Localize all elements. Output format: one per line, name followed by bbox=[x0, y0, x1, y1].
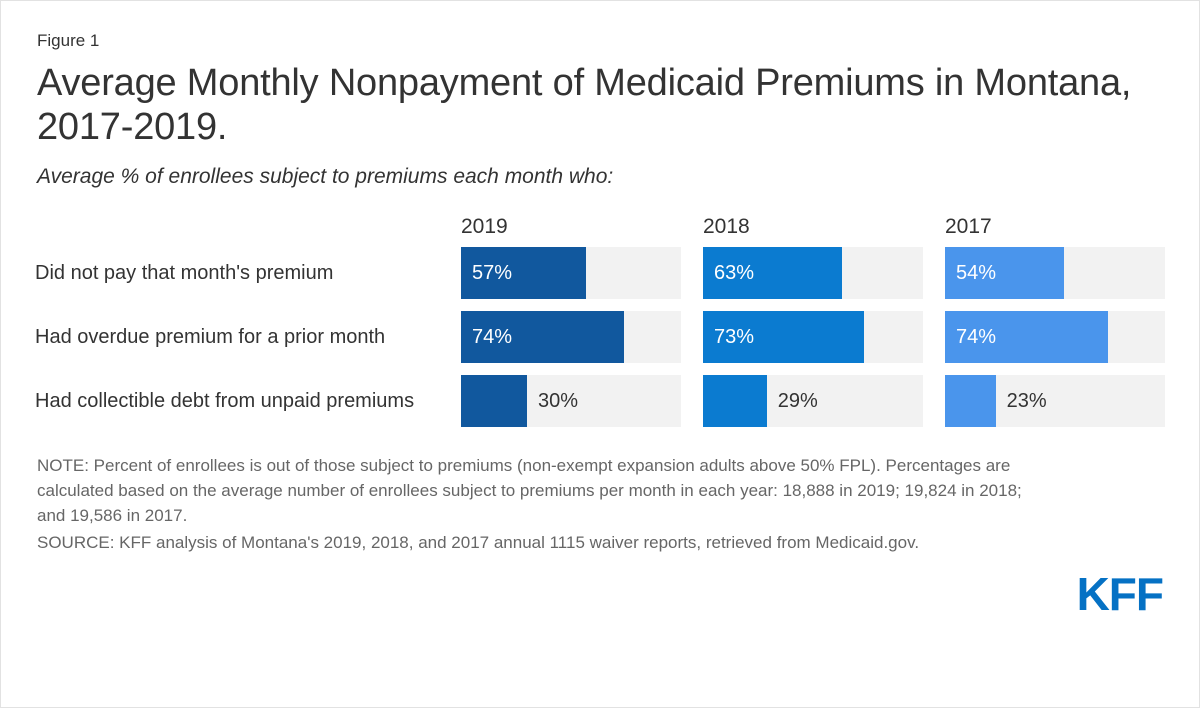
bar-value-2017-0: 54% bbox=[956, 261, 997, 284]
bar-value-2019-1: 74% bbox=[472, 325, 513, 348]
category-label-2: Had collectible debt from unpaid premiums bbox=[35, 389, 415, 412]
series-header-2018: 2018 bbox=[703, 215, 750, 238]
chart-row bbox=[35, 375, 1165, 427]
bar-track-2018-1 bbox=[703, 311, 923, 363]
chart-row bbox=[35, 247, 1165, 299]
row-gap bbox=[35, 363, 1165, 375]
category-label-0: Did not pay that month's premium bbox=[35, 261, 334, 284]
bar-value-2019-2: 30% bbox=[538, 389, 579, 412]
figure-label: Figure 1 bbox=[37, 31, 100, 50]
bar-2019-1 bbox=[461, 311, 624, 363]
bar-2018-1 bbox=[703, 311, 864, 363]
bar-track-2018-0 bbox=[703, 247, 923, 299]
bar-track-2018-2 bbox=[703, 375, 923, 427]
bar-value-2017-2: 23% bbox=[1006, 389, 1047, 412]
bar-track-2017-2 bbox=[945, 375, 1165, 427]
bar-2018-0 bbox=[703, 247, 842, 299]
bar-track-2019-1 bbox=[461, 311, 681, 363]
bar-value-2018-1: 73% bbox=[714, 325, 755, 348]
series-header-2017: 2017 bbox=[945, 215, 992, 238]
bar-track-2017-1 bbox=[945, 311, 1165, 363]
bar-chart bbox=[35, 215, 1165, 427]
bar-value-2019-0: 57% bbox=[472, 261, 513, 284]
bar-2017-1 bbox=[945, 311, 1108, 363]
row-gap bbox=[35, 299, 1165, 311]
kff-logo: KFF bbox=[1076, 568, 1163, 620]
bar-2017-2 bbox=[945, 375, 996, 427]
chart-row bbox=[35, 311, 1165, 363]
figure-content bbox=[1, 1, 1199, 555]
page-title: Average Monthly Nonpayment of Medicaid Premiums in Montana, 2017-2019. bbox=[37, 62, 1132, 148]
category-label-1: Had overdue premium for a prior month bbox=[35, 325, 386, 348]
bar-2019-2 bbox=[461, 375, 527, 427]
bar-track-2019-2 bbox=[461, 375, 681, 427]
bar-value-2018-0: 63% bbox=[714, 261, 755, 284]
note-text: NOTE: Percent of enrollees is out of those subject to premiums (non-exempt expansion adults above 50% FPL). Percentages are calculated based on the average number of enrollees subject to premiums per month in each year: 18,888 in 2019; 19,824 in 2018; and 19,586 in 2017. bbox=[37, 456, 1022, 525]
chart-header-row bbox=[35, 215, 1165, 247]
bar-track-2019-0 bbox=[461, 247, 681, 299]
bar-2019-0 bbox=[461, 247, 586, 299]
bar-2017-0 bbox=[945, 247, 1064, 299]
bar-value-2018-2: 29% bbox=[777, 389, 818, 412]
chart-subtitle: Average % of enrollees subject to premiums each month who: bbox=[37, 165, 614, 188]
bar-2018-2 bbox=[703, 375, 767, 427]
source-text: SOURCE: KFF analysis of Montana's 2019, 2018, and 2017 annual 1115 waiver reports, retrieved from Medicaid.gov. bbox=[37, 533, 920, 552]
bar-track-2017-0 bbox=[945, 247, 1165, 299]
header-spacer bbox=[35, 215, 439, 247]
bar-value-2017-1: 74% bbox=[956, 325, 997, 348]
chart-footnotes bbox=[37, 453, 1047, 555]
series-header-2019: 2019 bbox=[461, 215, 508, 238]
